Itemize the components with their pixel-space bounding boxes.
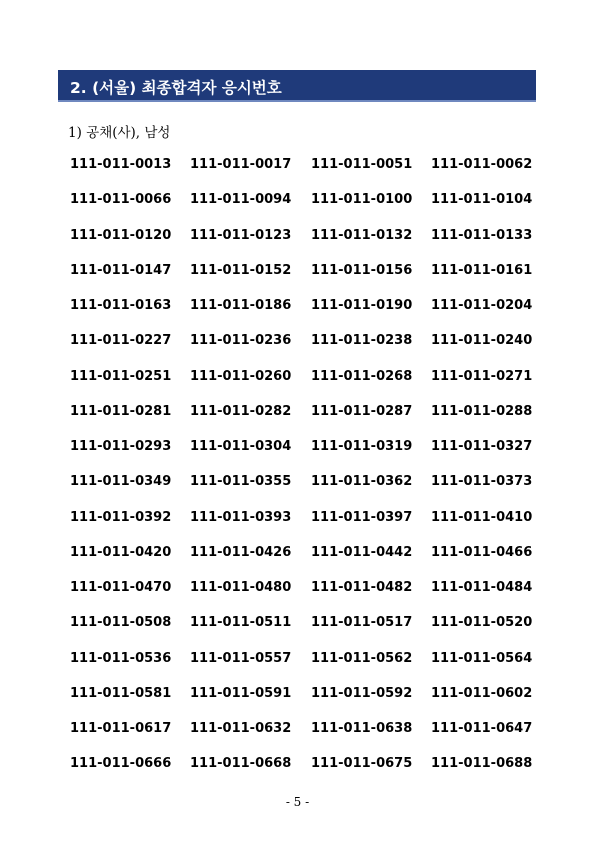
- candidate-number: 111-011-0564: [431, 650, 533, 666]
- candidate-number: 111-011-0591: [190, 685, 292, 701]
- page-number: - 5 -: [285, 795, 310, 809]
- candidate-number: 111-011-0617: [70, 721, 172, 736]
- candidate-number-grid: [70, 153, 540, 788]
- candidate-number: 111-011-0133: [431, 227, 533, 243]
- candidate-number: 111-011-0482: [311, 580, 413, 595]
- candidate-number: 111-011-0632: [190, 721, 292, 736]
- candidate-number: 111-011-0190: [311, 298, 413, 313]
- candidate-number: 111-011-0470: [70, 580, 172, 595]
- candidate-number: 111-011-0287: [311, 403, 413, 419]
- candidate-number: 111-011-0442: [311, 544, 413, 560]
- candidate-number: 111-011-0511: [190, 615, 292, 631]
- candidate-number: 111-011-0393: [190, 509, 292, 525]
- candidate-number: 111-011-0536: [70, 650, 172, 666]
- candidate-number: 111-011-0156: [311, 262, 413, 278]
- candidate-number: 111-011-0480: [190, 580, 292, 595]
- candidate-number: 111-011-0288: [431, 403, 533, 419]
- candidate-number: 111-011-0293: [70, 439, 172, 454]
- candidate-number: 111-011-0426: [190, 544, 292, 560]
- candidate-number: 111-011-0373: [431, 474, 533, 490]
- candidate-number: 111-011-0688: [431, 756, 533, 772]
- candidate-number: 111-011-0668: [190, 756, 292, 772]
- candidate-number: 111-011-0319: [311, 439, 413, 454]
- candidate-number: 111-011-0100: [311, 192, 413, 208]
- candidate-number: 111-011-0282: [190, 403, 292, 419]
- candidate-number: 111-011-0268: [311, 368, 413, 384]
- candidate-number: 111-011-0304: [190, 439, 292, 454]
- candidate-number: 111-011-0362: [311, 474, 413, 490]
- candidate-number: 111-011-0238: [311, 333, 413, 349]
- candidate-number: 111-011-0066: [70, 192, 172, 208]
- candidate-number: 111-011-0013: [70, 157, 172, 172]
- candidate-number: 111-011-0251: [70, 368, 172, 384]
- candidate-number: 111-011-0227: [70, 333, 172, 349]
- candidate-number: 111-011-0017: [190, 157, 292, 172]
- candidate-number: 111-011-0236: [190, 333, 292, 349]
- candidate-number: 111-011-0466: [431, 544, 533, 560]
- candidate-number: 111-011-0240: [431, 333, 533, 349]
- candidate-number: 111-011-0562: [311, 650, 413, 666]
- candidate-number: 111-011-0104: [431, 192, 533, 208]
- candidate-number: 111-011-0517: [311, 615, 413, 631]
- candidate-number: 111-011-0051: [311, 157, 413, 172]
- section-title: 2. (서울) 최종합격자 응시번호: [70, 79, 282, 97]
- candidate-number: 111-011-0062: [431, 157, 533, 172]
- candidate-number: 111-011-0355: [190, 474, 292, 490]
- candidate-number: 111-011-0260: [190, 368, 292, 384]
- candidate-number: 111-011-0152: [190, 262, 292, 278]
- candidate-number: 111-011-0094: [190, 192, 292, 208]
- subheading: 1) 공채(사), 남성: [68, 125, 171, 141]
- candidate-number: 111-011-0420: [70, 544, 172, 560]
- candidate-number: 111-011-0410: [431, 509, 533, 525]
- candidate-number: 111-011-0647: [431, 721, 533, 736]
- candidate-number: 111-011-0520: [431, 615, 533, 631]
- candidate-number: 111-011-0592: [311, 685, 413, 701]
- section-header-bar: [58, 70, 536, 102]
- candidate-number: 111-011-0147: [70, 262, 172, 278]
- candidate-number: 111-011-0602: [431, 685, 533, 701]
- candidate-number: 111-011-0666: [70, 756, 172, 772]
- candidate-number: 111-011-0638: [311, 721, 413, 736]
- candidate-number: 111-011-0397: [311, 509, 413, 525]
- candidate-number: 111-011-0120: [70, 227, 172, 243]
- candidate-number: 111-011-0581: [70, 685, 172, 701]
- candidate-number: 111-011-0163: [70, 298, 172, 313]
- candidate-number: 111-011-0204: [431, 298, 533, 313]
- candidate-number: 111-011-0557: [190, 650, 292, 666]
- candidate-number: 111-011-0327: [431, 439, 533, 454]
- candidate-number: 111-011-0508: [70, 615, 172, 631]
- candidate-number: 111-011-0186: [190, 298, 292, 313]
- candidate-number: 111-011-0484: [431, 580, 533, 595]
- candidate-number: 111-011-0349: [70, 474, 172, 490]
- candidate-number: 111-011-0675: [311, 756, 413, 772]
- candidate-number: 111-011-0123: [190, 227, 292, 243]
- candidate-number: 111-011-0281: [70, 403, 172, 419]
- candidate-number: 111-011-0271: [431, 368, 533, 384]
- candidate-number: 111-011-0392: [70, 509, 172, 525]
- candidate-number: 111-011-0161: [431, 262, 533, 278]
- candidate-number: 111-011-0132: [311, 227, 413, 243]
